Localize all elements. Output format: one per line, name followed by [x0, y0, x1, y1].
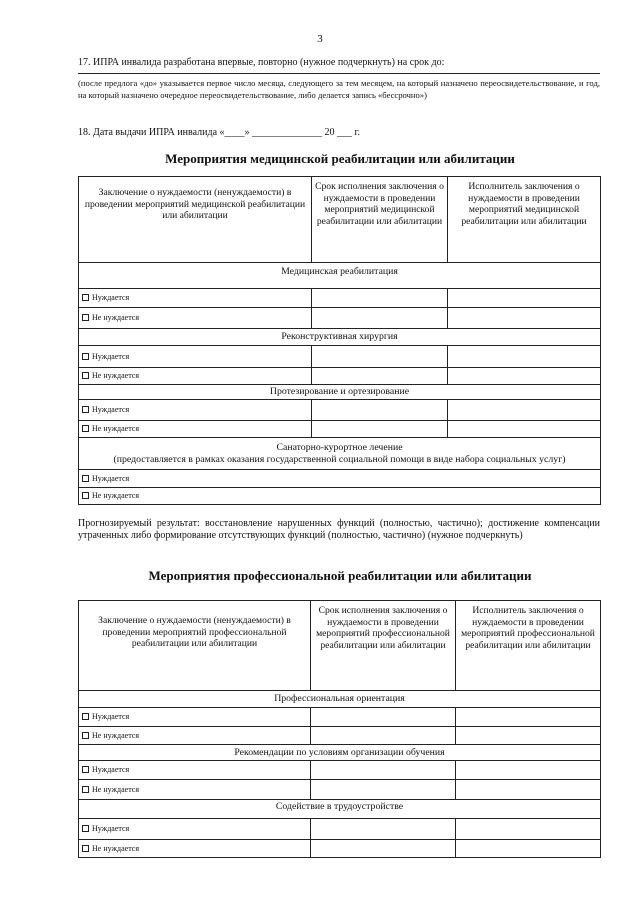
- cell[interactable]: [312, 368, 448, 385]
- checkbox-icon[interactable]: [82, 372, 89, 379]
- checkbox-not-needs[interactable]: [79, 368, 312, 385]
- label: Не нуждается: [92, 843, 140, 853]
- cell[interactable]: [312, 400, 448, 421]
- checkbox-icon[interactable]: [82, 314, 89, 321]
- cell[interactable]: [311, 708, 456, 727]
- checkbox-needs[interactable]: [79, 400, 312, 421]
- section-prosthetics: Протезирование и ортезирование: [79, 385, 601, 400]
- checkbox-needs[interactable]: [79, 470, 601, 488]
- label: Нуждается: [92, 824, 130, 834]
- section-career-guidance: Профессиональная ориентация: [79, 691, 601, 708]
- cell[interactable]: [456, 727, 601, 745]
- cell[interactable]: [456, 780, 601, 800]
- cell[interactable]: [311, 819, 456, 840]
- checkbox-needs[interactable]: [79, 761, 311, 780]
- label: Нуждается: [92, 405, 130, 415]
- sanatorium-title: Санаторно-курортное лечение: [276, 442, 403, 453]
- label: Нуждается: [92, 765, 130, 775]
- header-executor: Исполнитель заключения о нуждаемости в проведении мероприятий медицинской реабилитации или абилитации: [448, 177, 601, 263]
- label: Не нуждается: [92, 424, 140, 434]
- item-18: 18. Дата выдачи ИПРА инвалида «____» ______________ 20 ___ г.: [78, 127, 360, 138]
- section-sanatorium: [79, 438, 601, 470]
- checkbox-not-needs[interactable]: [79, 840, 311, 858]
- section-medical-rehab: Медицинская реабилитация: [79, 263, 601, 289]
- label: Нуждается: [92, 293, 130, 303]
- checkbox-icon[interactable]: [82, 732, 89, 739]
- checkbox-needs[interactable]: [79, 708, 311, 727]
- header-term: Срок исполнения заключения о нуждаемости в проведении мероприятий медицинской реабилитации или абилитации: [312, 177, 448, 263]
- section-reconstructive-surgery: Реконструктивная хирургия: [79, 329, 601, 346]
- checkbox-not-needs[interactable]: [79, 780, 311, 800]
- cell[interactable]: [311, 840, 456, 858]
- cell[interactable]: [448, 421, 601, 438]
- cell[interactable]: [311, 727, 456, 745]
- cell[interactable]: [456, 708, 601, 727]
- header-conclusion: Заключение о нуждаемости (ненуждаемости) в проведении мероприятий профессиональной реабилитации или абилитации: [79, 601, 311, 691]
- checkbox-not-needs[interactable]: [79, 488, 601, 505]
- cell[interactable]: [448, 400, 601, 421]
- cell[interactable]: [448, 368, 601, 385]
- checkbox-icon[interactable]: [82, 713, 89, 720]
- checkbox-needs[interactable]: [79, 346, 312, 368]
- section-education-conditions: Рекомендации по условиям организации обучения: [79, 745, 601, 761]
- cell[interactable]: [448, 308, 601, 329]
- medical-table: [78, 176, 601, 505]
- label: Не нуждается: [92, 491, 140, 501]
- checkbox-icon[interactable]: [82, 425, 89, 432]
- professional-title: Мероприятия профессиональной реабилитации или абилитации: [148, 568, 532, 583]
- checkbox-not-needs[interactable]: [79, 308, 312, 329]
- cell[interactable]: [312, 308, 448, 329]
- cell[interactable]: [456, 819, 601, 840]
- checkbox-needs[interactable]: [79, 289, 312, 308]
- checkbox-icon[interactable]: [82, 786, 89, 793]
- item-17-blank-line[interactable]: [78, 73, 600, 74]
- checkbox-icon[interactable]: [82, 353, 89, 360]
- checkbox-icon[interactable]: [82, 766, 89, 773]
- checkbox-icon[interactable]: [82, 475, 89, 482]
- label: Нуждается: [92, 351, 130, 361]
- cell[interactable]: [456, 761, 601, 780]
- label: Не нуждается: [92, 371, 140, 381]
- cell[interactable]: [311, 780, 456, 800]
- label: Не нуждается: [92, 784, 140, 794]
- header-conclusion: Заключение о нуждаемости (ненуждаемости) в проведении мероприятий медицинской реабилитации или абилитации: [79, 177, 312, 263]
- forecast-text: Прогнозируемый результат: восстановление нарушенных функций (полностью, частично); достижение компенсации утраченных либо формирование отсутствующих функций (полностью, частично) (нужное подчеркнуть): [78, 518, 600, 541]
- section-employment-assistance: Содействие в трудоустройстве: [79, 800, 601, 819]
- sanatorium-note: (предоставляется в рамках оказания государственной социальной помощи в виде набора социальных услуг): [113, 453, 566, 465]
- checkbox-icon[interactable]: [82, 294, 89, 301]
- medical-title: Мероприятия медицинской реабилитации или абилитации: [165, 151, 515, 166]
- checkbox-not-needs[interactable]: [79, 727, 311, 745]
- page-number: 3: [317, 33, 323, 45]
- cell[interactable]: [311, 761, 456, 780]
- label: Не нуждается: [92, 730, 140, 740]
- checkbox-not-needs[interactable]: [79, 421, 312, 438]
- cell[interactable]: [456, 840, 601, 858]
- checkbox-icon[interactable]: [82, 406, 89, 413]
- cell[interactable]: [448, 346, 601, 368]
- checkbox-icon[interactable]: [82, 492, 89, 499]
- cell[interactable]: [448, 289, 601, 308]
- item-17-note: (после предлога «до» указывается первое число месяца, следующего за тем месяцем, на который назначено переосвидетельствование, и год, на который назначено очередное переосвидетельствование, либо делается запись «бессрочно»): [78, 78, 600, 100]
- checkbox-icon[interactable]: [82, 825, 89, 832]
- checkbox-icon[interactable]: [82, 845, 89, 852]
- cell[interactable]: [312, 289, 448, 308]
- checkbox-needs[interactable]: [79, 819, 311, 840]
- header-term: Срок исполнения заключения о нуждаемости в проведении мероприятий профессиональной реабилитации или абилитации: [311, 601, 456, 691]
- label: Нуждается: [92, 473, 130, 483]
- label: Не нуждается: [92, 313, 140, 323]
- header-executor: Исполнитель заключения о нуждаемости в проведении мероприятий профессиональной реабилитации или абилитации: [456, 601, 601, 691]
- label: Нуждается: [92, 712, 130, 722]
- cell[interactable]: [312, 421, 448, 438]
- item-17: 17. ИПРА инвалида разработана впервые, повторно (нужное подчеркнуть) на срок до:: [78, 57, 445, 68]
- cell[interactable]: [312, 346, 448, 368]
- professional-table: [78, 600, 601, 858]
